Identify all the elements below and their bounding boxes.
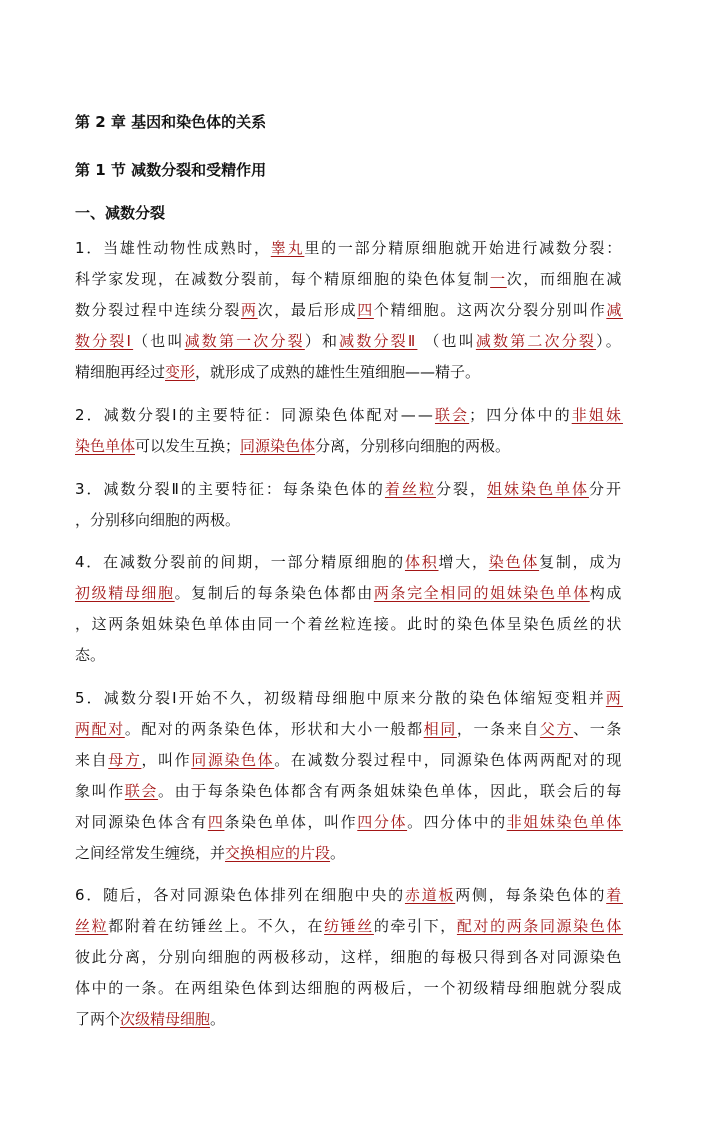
paragraph-6 bbox=[75, 880, 623, 1035]
paragraph-line bbox=[75, 431, 623, 462]
paragraph-line bbox=[75, 547, 623, 578]
answer-blank: 次级精母细胞 bbox=[120, 1010, 211, 1028]
body-text: ，叫作 bbox=[141, 751, 192, 769]
body-text: 5．减数分裂Ⅰ开始不久，初级精母细胞中原来分散的染色体缩短变粗并 bbox=[75, 689, 606, 707]
body-text: 个精细胞。这两次分裂分别叫作 bbox=[373, 301, 607, 319]
body-text: 增大， bbox=[438, 553, 489, 571]
body-text: 。配对的两条染色体，形状和大小一般都 bbox=[124, 720, 424, 738]
answer-blank: 减数第一次分裂 bbox=[184, 332, 305, 350]
body-text: 。四分体中的 bbox=[407, 813, 507, 831]
body-text: ）和 bbox=[304, 332, 340, 350]
paragraph-line bbox=[75, 683, 623, 714]
body-text: 3．减数分裂Ⅱ的主要特征：每条染色体的 bbox=[75, 480, 385, 498]
paragraph-line bbox=[75, 807, 623, 838]
body-text: 构成 bbox=[589, 584, 623, 602]
chapter-title: 第 2 章 基因和染色体的关系 bbox=[75, 113, 267, 131]
paragraph-line bbox=[75, 233, 623, 264]
body-text: 、一条 bbox=[573, 720, 623, 738]
answer-blank: 四 bbox=[357, 301, 374, 319]
paragraph-line bbox=[75, 714, 623, 745]
body-text: 精细胞再经过 bbox=[75, 363, 166, 381]
body-text: 次，而细胞在减 bbox=[506, 270, 623, 288]
answer-blank: 纺锤丝 bbox=[324, 917, 374, 935]
answer-blank: 姐妹染色单体 bbox=[486, 480, 589, 498]
answer-blank: 两条完全相同的姐妹染色单体 bbox=[373, 584, 590, 602]
paragraph-line bbox=[75, 745, 623, 776]
paragraph-line bbox=[75, 880, 623, 911]
body-text: 态。 bbox=[75, 646, 106, 664]
answer-blank: 交换相应的片段 bbox=[225, 844, 331, 862]
answer-blank: 父方 bbox=[539, 720, 574, 738]
answer-blank: 着 bbox=[606, 886, 623, 904]
paragraph-1 bbox=[75, 233, 623, 388]
answer-blank: 减 bbox=[606, 301, 623, 319]
answer-blank: 染色单体 bbox=[75, 437, 136, 455]
body-text: 象叫作 bbox=[75, 782, 125, 800]
answer-blank: 减数分裂Ⅱ bbox=[339, 332, 418, 350]
answer-blank: 联会 bbox=[434, 406, 470, 424]
answer-blank: 初级精母细胞 bbox=[75, 584, 175, 602]
body-text: ，这两条姐妹染色单体由同一个着丝粒连接。此时的染色体呈染色质丝的状 bbox=[75, 615, 624, 633]
answer-blank: 同源染色体 bbox=[191, 751, 275, 769]
paragraph-line bbox=[75, 640, 623, 671]
answer-blank: 非姐妹 bbox=[571, 406, 623, 424]
body-text: 。在减数分裂过程中，同源染色体两两配对的现 bbox=[274, 751, 623, 769]
body-text: 分离，分别移向细胞的两极。 bbox=[315, 437, 511, 455]
paragraph-3 bbox=[75, 474, 623, 536]
body-text: 。 bbox=[330, 844, 346, 862]
body-text: 体中的一条。在两组染色体到达细胞的两极后，一个初级精母细胞就分裂成 bbox=[75, 979, 624, 997]
paragraph-5 bbox=[75, 683, 623, 869]
answer-blank: 非姐妹染色单体 bbox=[506, 813, 623, 831]
body-text: 数分裂过程中连续分裂 bbox=[75, 301, 242, 319]
answer-blank: 睾丸 bbox=[270, 239, 305, 257]
section-title: 第 1 节 减数分裂和受精作用 bbox=[75, 161, 267, 179]
body-text: 次，最后形成 bbox=[257, 301, 358, 319]
answer-blank: 相同 bbox=[423, 720, 457, 738]
paragraph-4 bbox=[75, 547, 623, 671]
body-text: 分开 bbox=[588, 480, 623, 498]
answer-blank: 丝粒 bbox=[75, 917, 109, 935]
answer-blank: 变形 bbox=[165, 363, 196, 381]
body-text: 6．随后，各对同源染色体排列在细胞中央的 bbox=[75, 886, 405, 904]
paragraph-line bbox=[75, 609, 623, 640]
answer-blank: 减数第二次分裂 bbox=[475, 332, 597, 350]
paragraph-line bbox=[75, 357, 623, 388]
body-text: （也叫 bbox=[133, 332, 185, 350]
body-text: ，分别移向细胞的两极。 bbox=[75, 511, 241, 529]
paragraph-line bbox=[75, 911, 623, 942]
answer-blank: 联会 bbox=[124, 782, 159, 800]
answer-blank: 四 bbox=[207, 813, 225, 831]
answer-blank: 一 bbox=[490, 270, 507, 288]
answer-blank: 着丝粒 bbox=[384, 480, 436, 498]
body-text: 了两个 bbox=[75, 1010, 121, 1028]
answer-blank: 数分裂Ⅰ bbox=[75, 332, 134, 350]
body-text: 彼此分离，分别向细胞的两极移动，这样，细胞的每极只得到各对同源染色 bbox=[75, 948, 624, 966]
body-text: ；四分体中的 bbox=[469, 406, 572, 424]
paragraph-line bbox=[75, 1004, 623, 1035]
body-text: 可以发生互换； bbox=[135, 437, 241, 455]
paragraph-line bbox=[75, 505, 623, 536]
body-text: 来自 bbox=[75, 751, 109, 769]
answer-blank: 四分体 bbox=[357, 813, 408, 831]
paragraph-line bbox=[75, 400, 623, 431]
answer-blank: 赤道板 bbox=[404, 886, 456, 904]
answer-blank: 染色体 bbox=[488, 553, 540, 571]
body-text: 分裂， bbox=[435, 480, 487, 498]
paragraph-line bbox=[75, 776, 623, 807]
paragraph-line bbox=[75, 295, 623, 326]
body-text: 2．减数分裂Ⅰ的主要特征：同源染色体配对—— bbox=[75, 406, 435, 424]
body-text: 之间经常发生缠绕，并 bbox=[75, 844, 226, 862]
answer-blank: 两 bbox=[605, 689, 623, 707]
body-text: 复制，成为 bbox=[539, 553, 623, 571]
body-text: 条染色单体，叫作 bbox=[224, 813, 358, 831]
body-text: 。 bbox=[210, 1010, 226, 1028]
paragraph-line bbox=[75, 578, 623, 609]
paragraph-line bbox=[75, 474, 623, 505]
answer-blank: 同源染色体 bbox=[240, 437, 316, 455]
paragraph-2 bbox=[75, 400, 623, 462]
answer-blank: 两 bbox=[241, 301, 258, 319]
body-text: 1．当雄性动物性成熟时， bbox=[75, 239, 271, 257]
paragraph-line bbox=[75, 264, 623, 295]
answer-blank: 母方 bbox=[108, 751, 142, 769]
body-text: 两侧，每条染色体的 bbox=[455, 886, 607, 904]
answer-blank: 配对的两条同源染色体 bbox=[456, 917, 623, 935]
body-text: ，就形成了成熟的雄性生殖细胞——精子。 bbox=[195, 363, 481, 381]
paragraph-line bbox=[75, 973, 623, 1004]
paragraph-line bbox=[75, 326, 623, 357]
body-text: ）。 bbox=[596, 332, 623, 350]
body-text: （也叫 bbox=[417, 332, 476, 350]
answer-blank: 两配对 bbox=[75, 720, 125, 738]
paragraph-line bbox=[75, 942, 623, 973]
body-text: 科学家发现，在减数分裂前，每个精原细胞的染色体复制 bbox=[75, 270, 491, 288]
body-text: 都附着在纺锤丝上。不久，在 bbox=[108, 917, 325, 935]
body-text: 对同源染色体含有 bbox=[75, 813, 208, 831]
body-text: ，一条来自 bbox=[456, 720, 540, 738]
body-text: 。复制后的每条染色体都由 bbox=[174, 584, 374, 602]
body-text: 里的一部分精原细胞就开始进行减数分裂： bbox=[304, 239, 623, 257]
subsection-title: 一、减数分裂 bbox=[75, 204, 166, 222]
body-text: 。由于每条染色体都含有两条姐妹染色单体，因此，联会后的每 bbox=[158, 782, 623, 800]
paragraph-line bbox=[75, 838, 623, 869]
body-text: 4．在减数分裂前的间期，一部分精原细胞的 bbox=[75, 553, 405, 571]
answer-blank: 体积 bbox=[404, 553, 439, 571]
body-text: 的牵引下， bbox=[373, 917, 457, 935]
